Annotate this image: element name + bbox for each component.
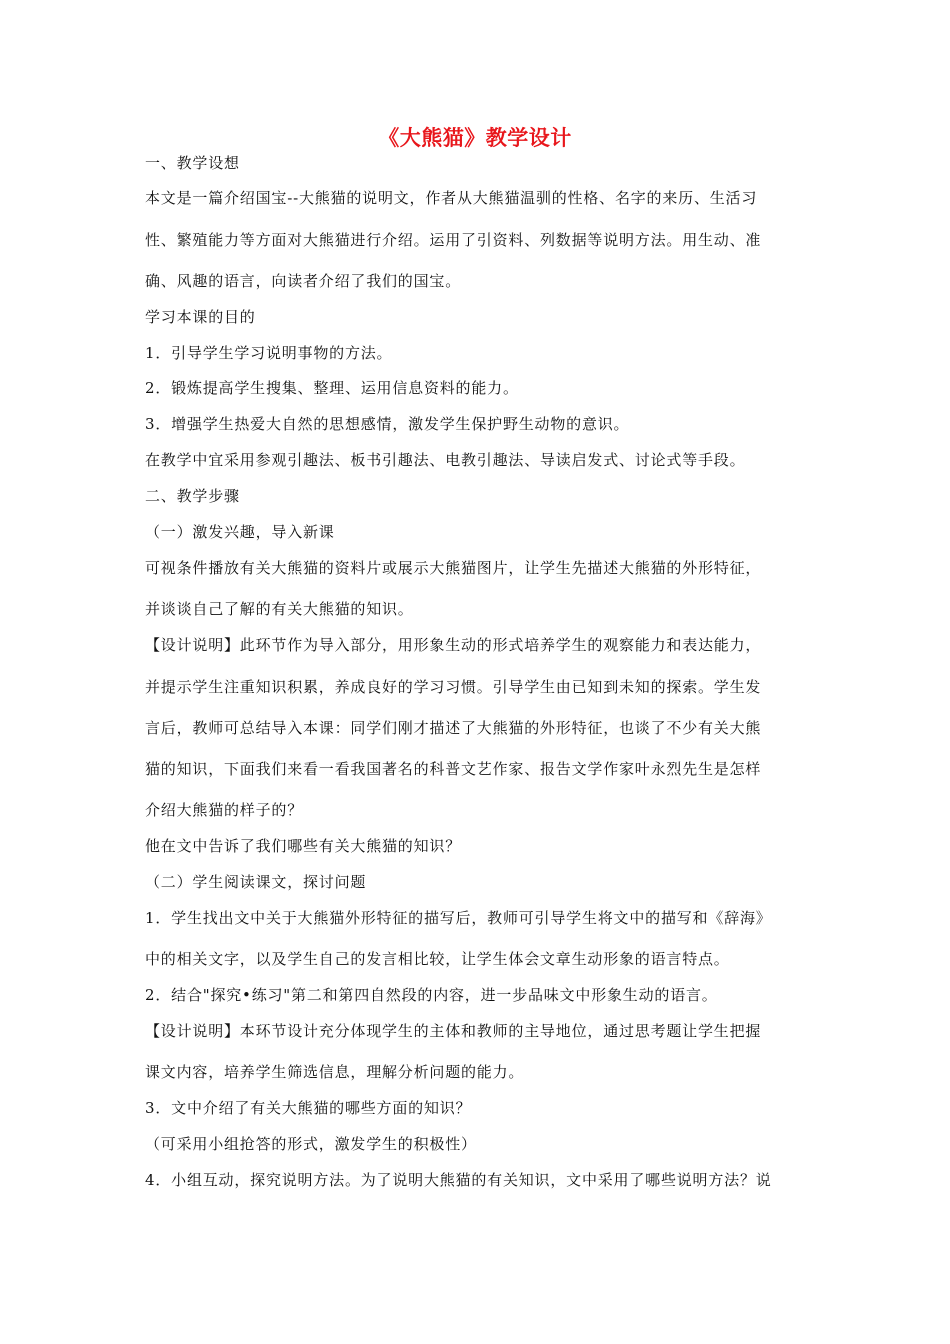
subheading-learning-goals: 学习本课的目的 <box>145 308 256 326</box>
list-item: 1．引导学生学习说明事物的方法。 <box>145 344 393 362</box>
design-note-line: 【设计说明】本环节设计充分体现学生的主体和教师的主导地位，通过思考题让学生把握 <box>145 1022 762 1040</box>
text-line: 介绍大熊猫的样子的？ <box>145 801 304 819</box>
text-line: 课文内容，培养学生筛选信息，理解分析问题的能力。 <box>145 1063 525 1081</box>
text-line: 并谈谈自己了解的有关大熊猫的知识。 <box>145 600 414 618</box>
list-item: 2．结合"探究•练习"第二和第四自然段的内容，进一步品味文中形象生动的语言。 <box>145 986 718 1004</box>
text-line: 确、风趣的语言，向读者介绍了我们的国宝。 <box>145 272 462 290</box>
text-line: 言后，教师可总结导入本课：同学们刚才描述了大熊猫的外形特征，也谈了不少有关大熊 <box>145 719 762 737</box>
text-line: 可视条件播放有关大熊猫的资料片或展示大熊猫图片，让学生先描述大熊猫的外形特征， <box>145 559 762 577</box>
text-line: 他在文中告诉了我们哪些有关大熊猫的知识？ <box>145 837 462 855</box>
subheading-step-one: （一）激发兴趣，导入新课 <box>145 523 335 541</box>
list-item: 3．增强学生热爱大自然的思想感情，激发学生保护野生动物的意识。 <box>145 415 630 433</box>
text-line: 性、繁殖能力等方面对大熊猫进行介绍。运用了引资料、列数据等说明方法。用生动、准 <box>145 231 762 249</box>
text-line: 并提示学生注重知识积累，养成良好的学习习惯。引导学生由已知到未知的探索。学生发 <box>145 678 762 696</box>
document-title: 《大熊猫》教学设计 <box>378 126 572 150</box>
list-item: 1．学生找出文中关于大熊猫外形特征的描写后，教师可引导学生将文中的描写和《辞海》 <box>145 909 772 927</box>
list-item: 2．锻炼提高学生搜集、整理、运用信息资料的能力。 <box>145 379 519 397</box>
text-line: 中的相关文字，以及学生自己的发言相比较，让学生体会文章生动形象的语言特点。 <box>145 950 730 968</box>
text-line: 本文是一篇介绍国宝--大熊猫的说明文，作者从大熊猫温驯的性格、名字的来历、生活习 <box>145 189 758 207</box>
design-note-line: 【设计说明】此环节作为导入部分，用形象生动的形式培养学生的观察能力和表达能力， <box>145 636 762 654</box>
list-item: 3．文中介绍了有关大熊猫的哪些方面的知识？ <box>145 1099 472 1117</box>
text-line: （可采用小组抢答的形式，激发学生的积极性） <box>145 1135 477 1153</box>
text-line: 猫的知识，下面我们来看一看我国著名的科普文艺作家、报告文学作家叶永烈先生是怎样 <box>145 760 762 778</box>
section-heading-teaching-idea: 一、教学设想 <box>145 154 240 172</box>
subheading-step-two: （二）学生阅读课文，探讨问题 <box>145 873 367 891</box>
list-item: 4．小组互动，探究说明方法。为了说明大熊猫的有关知识，文中采用了哪些说明方法？说 <box>145 1171 772 1189</box>
section-heading-teaching-steps: 二、教学步骤 <box>145 487 240 505</box>
text-line: 在教学中宜采用参观引趣法、板书引趣法、电教引趣法、导读启发式、讨论式等手段。 <box>145 451 746 469</box>
